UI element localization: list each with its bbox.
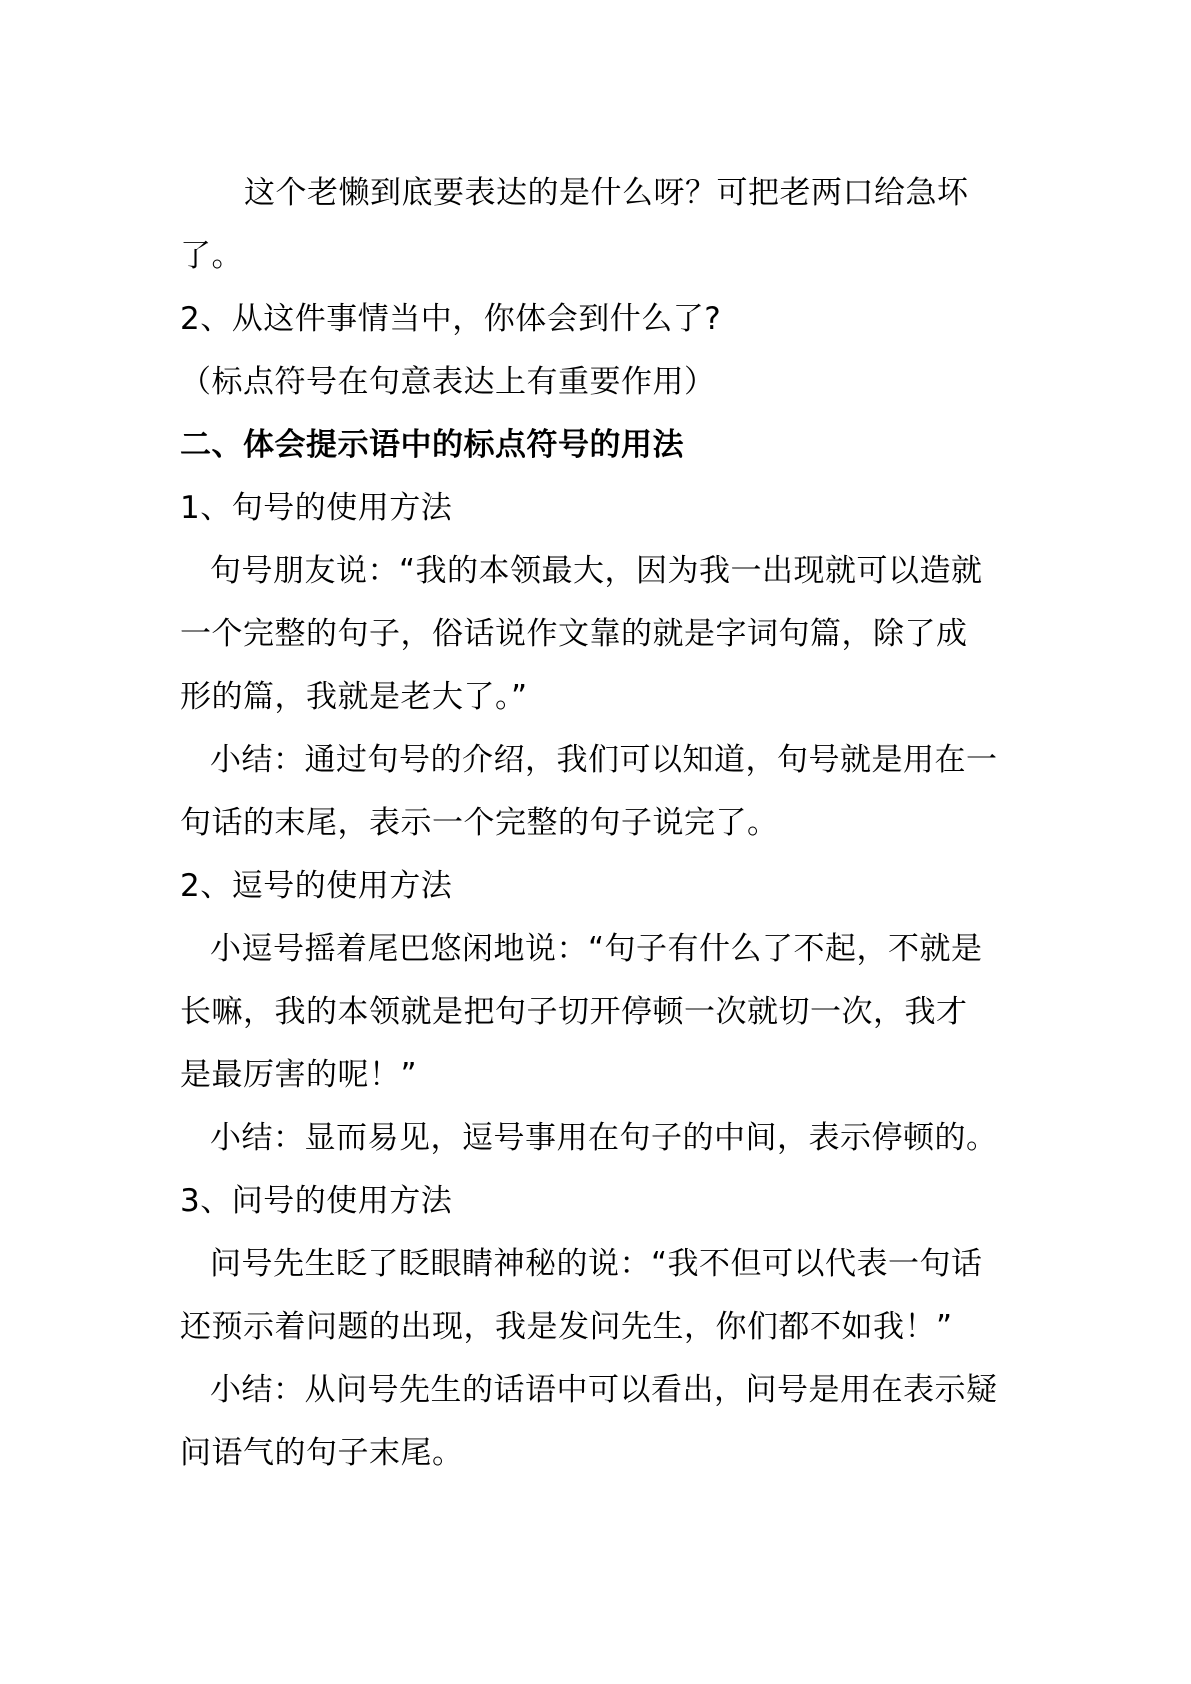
intro-line-1: 这个老懒到底要表达的是什么呀？可把老两口给急坏 (244, 175, 969, 211)
question-summary-line-2: 问语气的句子末尾。 (180, 1435, 464, 1471)
comma-para-line-1: 小逗号摇着尾巴悠闲地说：“句子有什么了不起，不就是 (210, 931, 983, 967)
period-summary-line-2: 句话的末尾，表示一个完整的句子说完了。 (180, 805, 779, 841)
subheading-period: 1、句号的使用方法 (180, 490, 453, 526)
period-para-line-2: 一个完整的句子，俗话说作文靠的就是字词句篇，除了成 (180, 616, 968, 652)
question-para-line-2: 还预示着问题的出现，我是发问先生，你们都不如我！” (180, 1309, 953, 1345)
section-heading-2: 二、体会提示语中的标点符号的用法 (180, 427, 684, 463)
answer-note: （标点符号在句意表达上有重要作用） (180, 364, 716, 400)
period-summary-line-1: 小结：通过句号的介绍，我们可以知道，句号就是用在一 (210, 742, 998, 778)
period-para-line-1: 句号朋友说：“我的本领最大，因为我一出现就可以造就 (210, 553, 983, 589)
period-para-line-3: 形的篇，我就是老大了。” (180, 679, 528, 715)
subheading-question-mark: 3、问号的使用方法 (180, 1183, 453, 1219)
document-body (180, 162, 1012, 1485)
intro-line-2: 了。 (180, 238, 243, 274)
comma-para-line-3: 是最厉害的呢！” (180, 1057, 418, 1093)
comma-summary-line-1: 小结：显而易见，逗号事用在句子的中间，表示停顿的。 (210, 1120, 998, 1156)
subheading-comma: 2、逗号的使用方法 (180, 868, 453, 904)
question-2: 2、从这件事情当中，你体会到什么了? (180, 301, 722, 337)
comma-para-line-2: 长嘛，我的本领就是把句子切开停顿一次就切一次，我才 (180, 994, 968, 1030)
question-para-line-1: 问号先生眨了眨眼睛神秘的说：“我不但可以代表一句话 (210, 1246, 983, 1282)
question-summary-line-1: 小结：从问号先生的话语中可以看出，问号是用在表示疑 (210, 1372, 998, 1408)
